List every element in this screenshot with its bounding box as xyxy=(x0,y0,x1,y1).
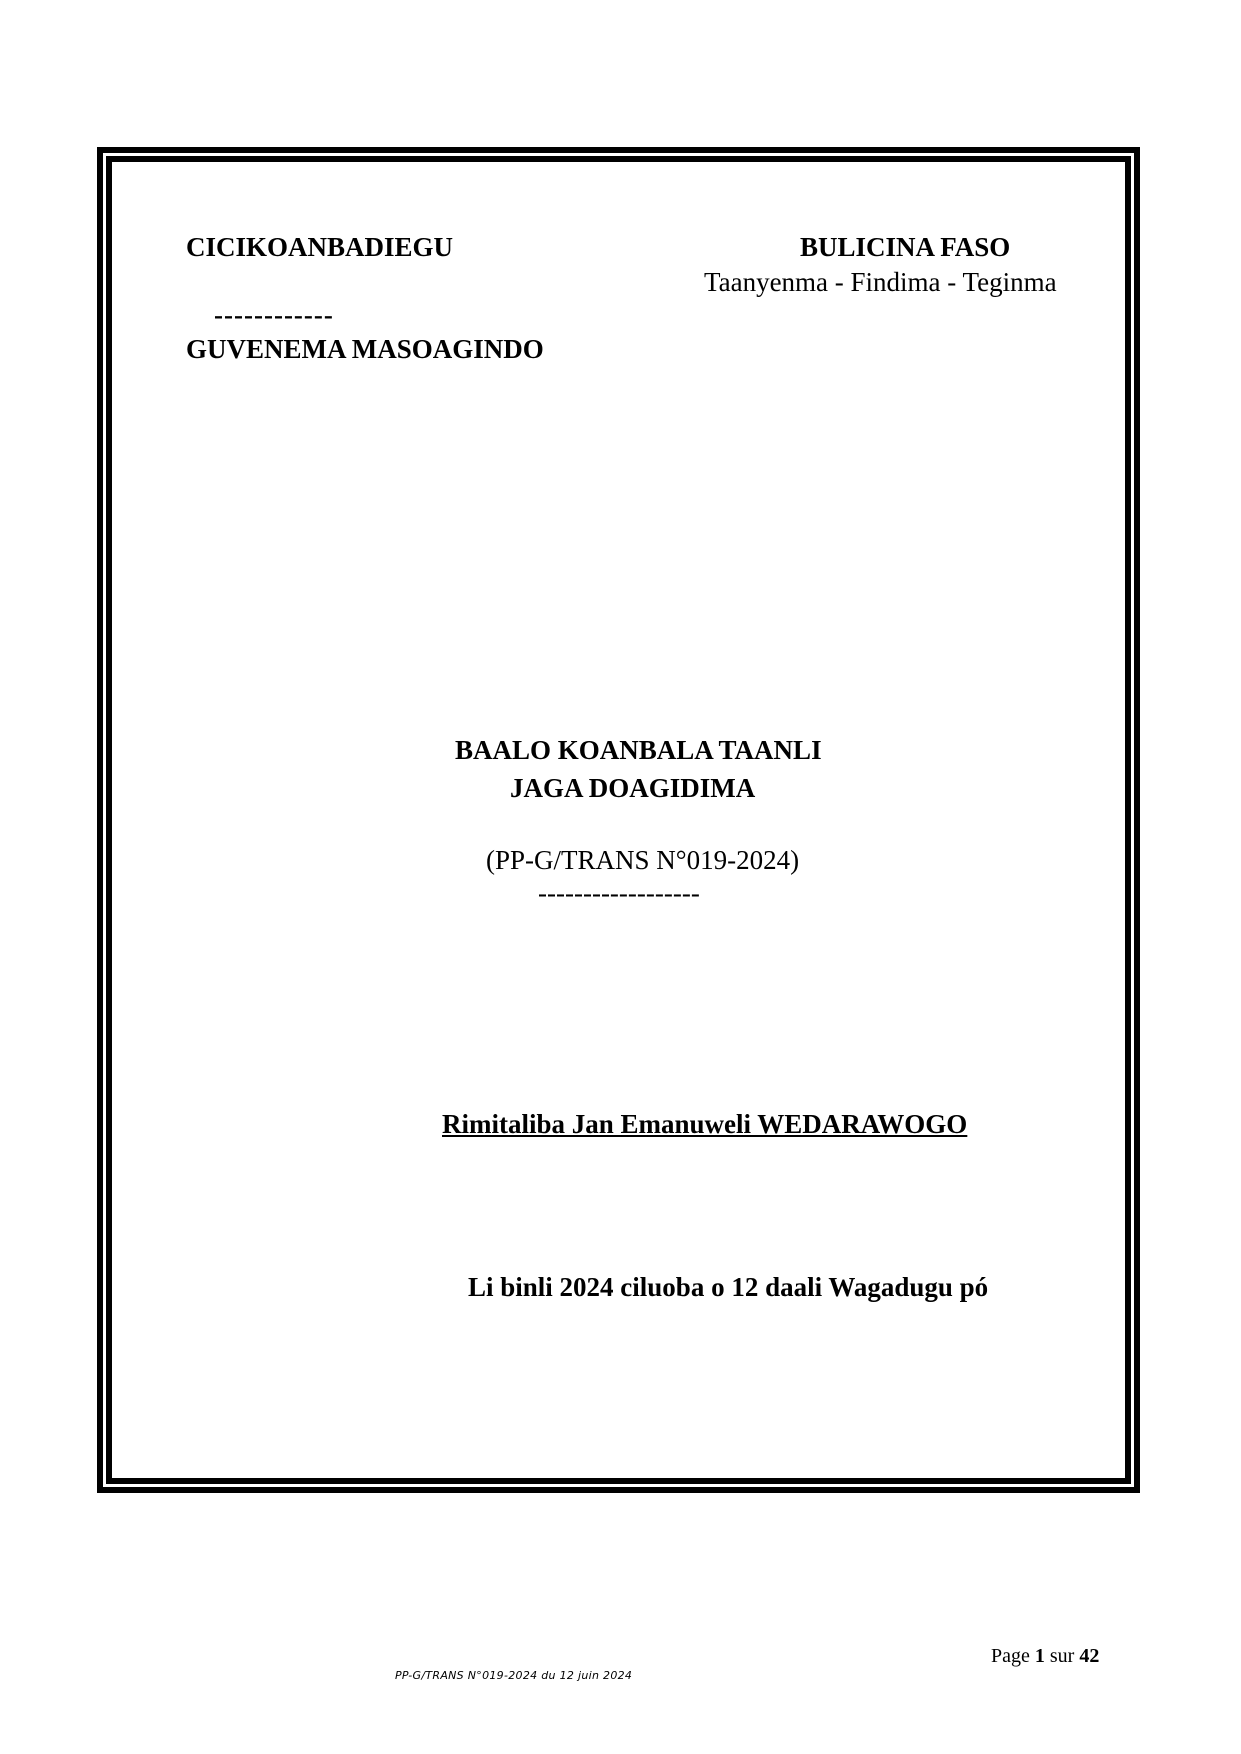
page-prefix: Page xyxy=(991,1645,1035,1667)
country-motto: Taanyenma - Findima - Teginma xyxy=(704,267,1057,297)
department-name: GUVENEMA MASOAGINDO xyxy=(186,334,544,364)
page-number xyxy=(991,1645,1099,1668)
page-middle: sur xyxy=(1044,1645,1080,1667)
country-name: BULICINA FASO xyxy=(800,232,1011,262)
document-date-place: Li binli 2024 ciluoba o 12 daali Wagadugu pó xyxy=(468,1272,989,1302)
footer-reference: PP-G/TRANS N°019-2024 du 12 juin 2024 xyxy=(395,1669,633,1682)
page-current: 1 xyxy=(1034,1645,1045,1667)
page-total: 42 xyxy=(1079,1645,1100,1667)
document-title-line1: BAALO KOANBALA TAANLI xyxy=(455,735,822,765)
ministry-separator: ------------ xyxy=(214,300,334,330)
ministry-name: CICIKOANBADIEGU xyxy=(186,232,454,262)
reference-separator: ------------------ xyxy=(538,878,700,908)
document-author: Rimitaliba Jan Emanuweli WEDARAWOGO xyxy=(442,1109,968,1139)
document-reference: (PP-G/TRANS N°019-2024) xyxy=(486,845,800,875)
document-title-line2: JAGA DOAGIDIMA xyxy=(510,773,756,803)
